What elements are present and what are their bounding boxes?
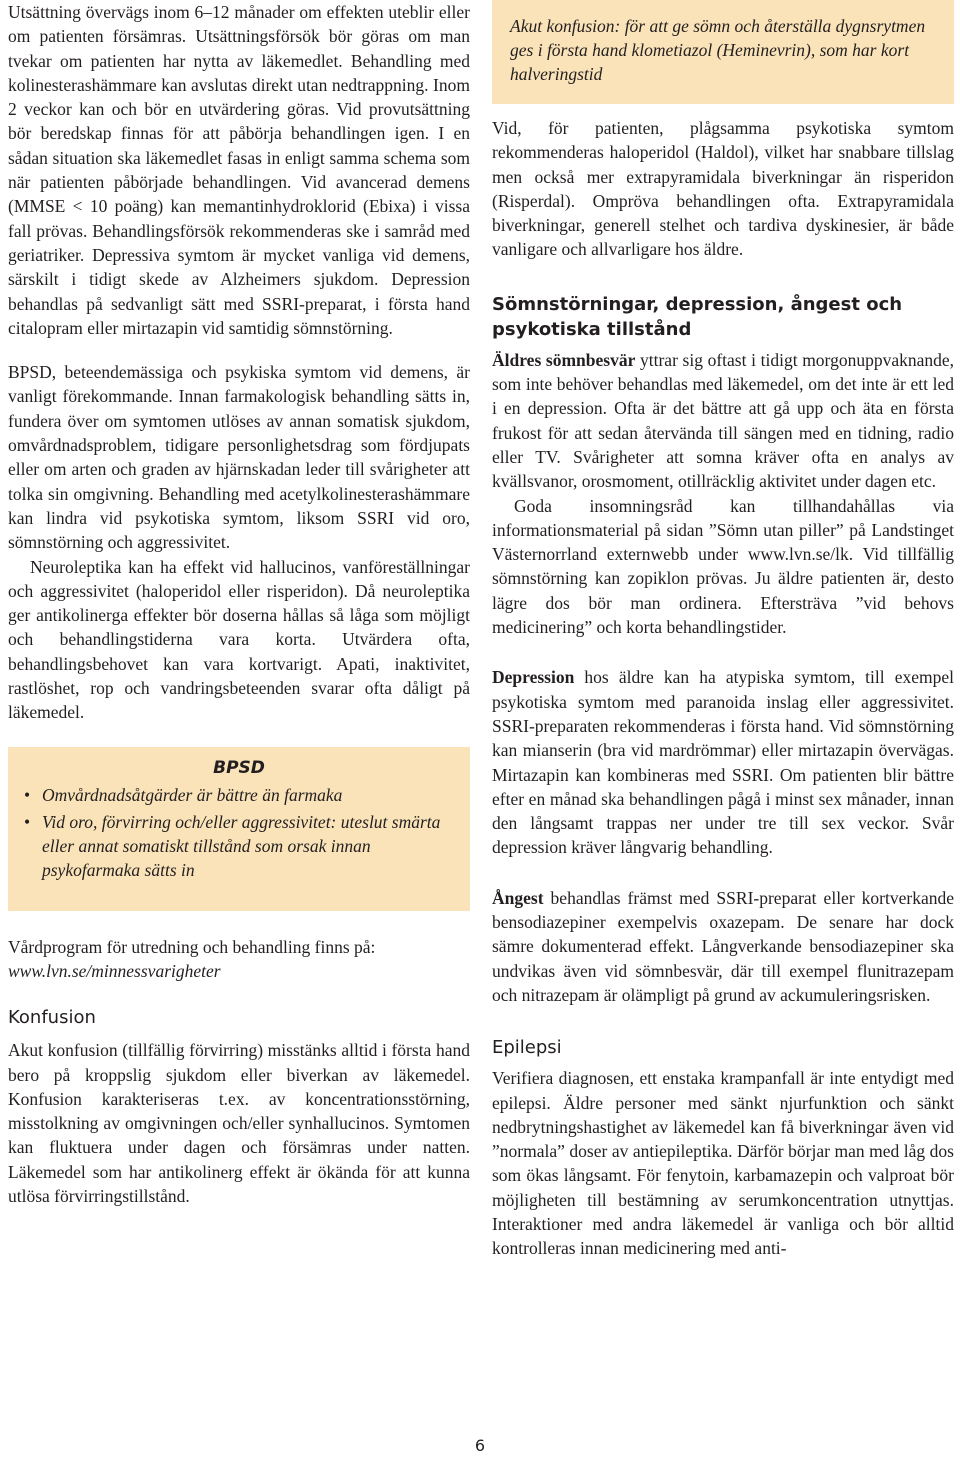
paragraph-epilepsi: Verifiera diagnosen, ett enstaka krampanfall är inte entydigt med epilepsi. Äldre personer med sänkt njurfunktion och sänkt nedbrytningshastighet av läkemedel kan få biverkningar även vid ”normala” doser av antiepileptika. Därför börjar man med låg dos som ökas långsamt. För fenytoin, karbamazepin och valproat bör möjligheten till bestämning av serumkoncentration utnyttjas. Interaktioner med andra läkemedel är vanliga och bör alltid kontrolleras innan medicinering med anti- bbox=[492, 1068, 954, 1259]
bpsd-box bbox=[8, 747, 470, 911]
paragraph-depression: Depression hos äldre kan ha atypiska symtom, till exempel psykotiska symtom med paranoida inslag eller aggressivitet. SSRI-preparaten rekommenderas i första hand. Vid sömnstörning kan mianserin (bra vid mardrömmar) eller mirtazapin övervägas. Mirtazapin kan kombineras med SSRI. Om patienten blir bättre efter en månad ska behandlingen pågå i minst sex månader, innan den långsamt trappas ner under tre till sex veckor. Svår depression kräver långvarig behandling. bbox=[492, 667, 954, 858]
list-item: • Omvårdnadsåtgärder är bättre än farmaka bbox=[24, 784, 343, 805]
konfusion-box: Akut konfusion: för att ge sömn och återställa dygnsrytmen ges i första hand klometiazol (Heminevrin), som har kort halveringstid bbox=[492, 0, 954, 104]
paragraph-psykotiska: Vid, för patienten, plågsamma psykotiska symtom rekommenderas haloperidol (Haldol), vilket har snabbare tillslag men också mer extrapyramidala biverkningar än risperidon (Risperdal). Ompröva behandlingen ofta. Extrapyramidala biverkningar, generell stelhet och tardiva dyskinesier, är både vanligare och allvarligare hos äldre. bbox=[492, 118, 954, 260]
vardprogram-link[interactable]: www.lvn.se/minnessvarigheter bbox=[8, 960, 221, 981]
paragraph-konfusion: Akut konfusion (tillfällig förvirring) misstänks alltid i första hand bero på kroppslig sjukdom eller biverkan av läkemedel. Konfusion karakteriseras t.ex. av koncentrationsstörning, misstolkning av omgivningen och/eller synhallucinos. Symtomen kan fluktuera under dagen och försämras under natten. Läkemedel som har antikolinerg effekt är ökända för att kunna utlösa förvirringstillstånd. bbox=[8, 1040, 470, 1206]
heading-epilepsi: Epilepsi bbox=[492, 1037, 562, 1059]
paragraph-utsattning: Utsättning övervägs inom 6–12 månader om effekten uteblir eller om patienten försämras. Utsättningsförsök bör göras om man tvekar om patienten har nytta av läkemedlet. Behandling med kolinesterashämmare kan avslutas direkt utan nedtrappning. Inom 2 veckor kan och bör en utvärdering göras. Vid provutsättning bör beredskap finnas för att påbörja behandlingen igen. I en sådan situation ska läkemedlet fasas in enligt samma schema som när patienten påbörjade behandlingen. Vid avancerad demens (MMSE < 10 poäng) kan memantinhydroklorid (Ebixa) i vissa fall prövas. Behandlingsförsök rekommenderas ske i samråd med geriatriker. Depressiva symtom är mycket vanliga vid demens, särskilt i tidigt skede av Alzheimers sjukdom. Depression behandlas på sedvanligt sätt med SSRI-preparat, i första hand citalopram eller mirtazapin vid samtidig sömnstörning. bbox=[8, 2, 470, 338]
lead-depression: Depression bbox=[492, 667, 575, 688]
paragraph-somnbesvar: Äldres sömnbesvär yttrar sig oftast i tidigt morgonuppvaknande, som inte behöver behandlas med läkemedel, om det inte är ett led i en depression. Ofta är det bättre att gå upp och äta en första frukost för att sedan återvända till sängen med en tidning, radio eller TV. Svårigheter att somna kräver ofta en analys av kvällsvanor, orosmoment, otillräcklig aktivitet under dagen etc. bbox=[492, 349, 954, 492]
bullet-icon: • bbox=[24, 784, 31, 805]
lead-somnbesvar: Äldres sömnbesvär bbox=[492, 349, 636, 370]
bullet-icon: • bbox=[24, 811, 31, 832]
vardprogram-text: Vårdprogram för utredning och behandling finns på: bbox=[8, 936, 376, 957]
paragraph-bpsd: BPSD, beteendemässiga och psykiska symtom vid demens, är vanligt förekommande. Innan farmakologisk behandling sätts in, fundera över om symtomen utlöses av annan somatisk sjukdom, omvårdnadsproblem, tidigare personlighetsdrag som fördjupats eller om arten och graden av hjärnskadan leder till svårigheter att tolka sin omgivning. Behandling med acetylkolinesterashämmare kan lindra vid psykotiska symtom, liksom SSRI vid oro, sömnstörning och aggressivitet. bbox=[8, 362, 470, 553]
bpsd-list bbox=[20, 783, 458, 882]
right-column bbox=[492, 0, 954, 1261]
heading-somnstorningar: Sömnstörningar, depression, ångest och psykotiska tillstånd bbox=[492, 293, 903, 340]
bpsd-box-title: BPSD bbox=[213, 757, 265, 778]
paragraph-neuroleptika: Neuroleptika kan ha effekt vid hallucinos, vanföreställningar och aggressivitet (haloperidol eller risperidon). Då neuroleptika ger antikolinerga effekter bör doserna hållas så låga som möjligt och behandlingstiderna vara korta. Utvärdera ofta, behandlingsbehovet kan vara kortvarigt. Apati, inaktivitet, rastlöshet, rop och vandringsbeteenden svarar ofta dåligt på läkemedel. bbox=[8, 556, 470, 723]
page-number: 6 bbox=[474, 1436, 486, 1455]
paragraph-angest: Ångest behandlas främst med SSRI-preparat eller kortverkande bensodiazepiner exempelvis oxazepam. De senare har dock sämre dokumenterad effekt. Långverkande bensodiazepiner ska undvikas även vid sömnbesvär, där till exempel flunitrazepam och nitrazepam är olämpligt på grund av ackumuleringsrisken. bbox=[492, 887, 954, 1005]
list-item: • Vid oro, förvirring och/eller aggressivitet: uteslut smärta eller annat somatiskt tillstånd som orsak innan psykofarmaka sätts in bbox=[24, 811, 441, 880]
heading-konfusion: Konfusion bbox=[8, 1007, 96, 1029]
left-column bbox=[8, 0, 470, 1208]
lead-angest: Ångest bbox=[492, 887, 544, 908]
paragraph-insomningsrad: Goda insomningsråd kan tillhandahållas via informationsmaterial på sidan ”Sömn utan piller” på Landstinget Västernorrland externwebb under www.lvn.se/lk. Vid tillfällig sömnstörning kan zopiklon prövas. Ju äldre patienten är, desto lägre dos bör man ordinera. Eftersträva ”vid behovs medicinering” och korta behandlingstider. bbox=[492, 495, 954, 638]
